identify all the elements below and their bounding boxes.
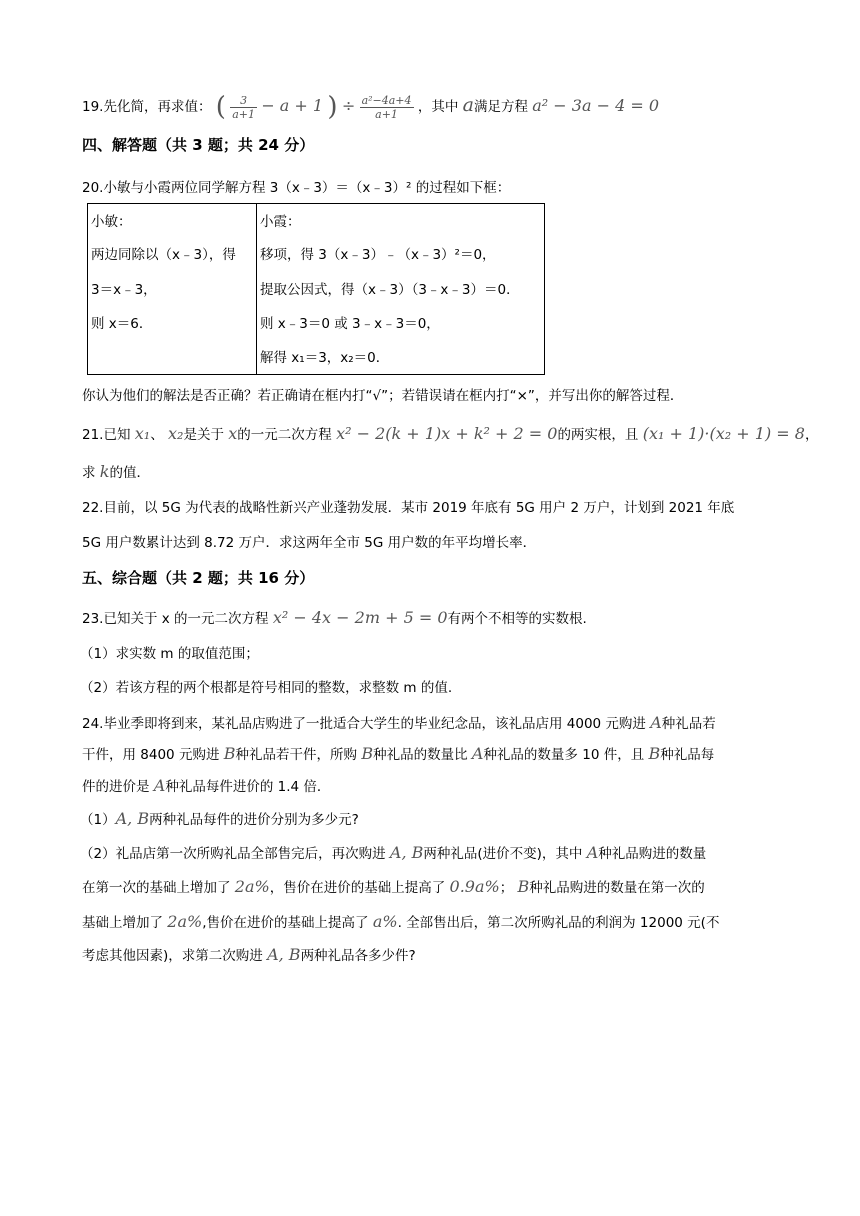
q20-solution-box (87, 203, 545, 375)
right-paren: ) (327, 92, 338, 122)
q21-line-2: 求 k的值． (82, 462, 150, 481)
q24-part-1: （1）A, B两种礼品每件的进价分别为多少元? (80, 809, 359, 828)
question-21: 21.已知 x₁、 x₂是关于 x的一元二次方程 x² − 2(k + 1)x + k² + 2 = 0的两实根，且 (x₁ + 1)·(x₂ + 1) = 8， (82, 424, 819, 443)
question-23: 23.已知关于 x 的一元二次方程 x² − 4x − 2m + 5 = 0有两个不相等的实数根. (82, 608, 587, 627)
q22-line-2: 5G 用户数累计达到 8.72 万户．求这两年全市 5G 用户数的年平均增长率． (82, 535, 537, 551)
q23-equation: x² − 4x − 2m + 5 = 0 (272, 608, 448, 627)
xiaoxia-step-4: 解得 x₁＝3，x₂＝0． (260, 350, 390, 366)
left-paren: ( (215, 92, 226, 122)
q24-part-2-line-3: 基础上增加了 2a%,售价在进价的基础上提高了 a%. 全部售出后，第二次所购礼品的利润为 12000 元(不 (82, 912, 720, 931)
fraction-a-squared: $\frac{\text{a²−4a+4}}{a+1}$ (361, 93, 412, 121)
xiaomin-label: 小敏： (91, 214, 132, 230)
q20-left-cell[interactable] (88, 204, 257, 375)
q19-comma-text: ，其中 (417, 99, 459, 115)
q24-part-2-line-1: （2）礼品店第一次所购礼品全部售完后，再次购进 A, B两种礼品(进价不变)，其中 A种礼品购进的数量 (80, 843, 707, 862)
q23-part-2: （2）若该方程的两个根都是符号相同的整数，求整数 m 的值. (80, 680, 453, 696)
q19-cond-text: 满足方程 (473, 99, 528, 115)
q21-condition: (x₁ + 1)·(x₂ + 1) = 8 (642, 424, 805, 443)
divide-sign: ÷ (341, 96, 356, 115)
xiaoxia-label: 小霞： (260, 214, 301, 230)
q24-line-2: 干件，用 8400 元购进 B种礼品若干件，所购 B种礼品的数量比 A种礼品的数量多 10 件，且 B种礼品每 (82, 744, 715, 763)
xiaomin-step-3: 则 x＝6． (91, 316, 153, 332)
q19-prefix: 19.先化简，再求值： (82, 99, 212, 115)
q19-equation: a² − 3a − 4 = 0 (532, 96, 660, 115)
question-19 (82, 92, 659, 121)
q23-part-1: （1）求实数 m 的取值范围； (80, 646, 259, 662)
xiaoxia-step-2: 提取公因式，得（x﹣3）（3﹣x﹣3）＝0． (260, 282, 520, 298)
xiaoxia-step-1: 移项，得 3（x﹣3）﹣（x﹣3）²＝0， (260, 247, 496, 263)
xiaoxia-step-3: 则 x﹣3＝0 或 3﹣x﹣3＝0， (260, 316, 440, 332)
q20-question: 你认为他们的解法是否正确？若正确请在框内打“√”；若错误请在框内打“×”，并写出你的解答过程． (82, 388, 684, 404)
q19-mid-expression: − a + 1 (261, 96, 324, 115)
q19-var-a: a (462, 94, 474, 116)
q24-part-2-line-2: 在第一次的基础上增加了 2a%，售价在进价的基础上提高了 0.9a%； B种礼品购进的数量在第一次的 (82, 877, 705, 896)
xiaomin-step-2: 3＝x﹣3， (91, 282, 157, 298)
q21-equation: x² − 2(k + 1)x + k² + 2 = 0 (336, 424, 558, 443)
section-4-heading: 四、解答题（共 3 题；共 24 分） (82, 136, 315, 154)
var-k: k (99, 462, 110, 481)
q24-part-2-line-4: 考虑其他因素)，求第二次购进 A, B两种礼品各多少件? (82, 945, 416, 964)
xiaomin-step-1: 两边同除以（x﹣3），得 (91, 247, 236, 263)
q24-line-3: 件的进价是 A种礼品每件进价的 1.4 倍． (82, 776, 331, 795)
q24-line-1: 24.毕业季即将到来，某礼品店购进了一批适合大学生的毕业纪念品，该礼品店用 4000 元购进 A种礼品若 (82, 713, 716, 732)
fraction-3-over-a-plus-1: $\frac{3}{a+1}$ (232, 93, 256, 121)
q22-line-1: 22.目前，以 5G 为代表的战略性新兴产业蓬勃发展．某市 2019 年底有 5G 用户 2 万户，计划到 2021 年底 (82, 500, 735, 516)
q20-right-cell[interactable] (257, 204, 545, 375)
section-5-heading: 五、综合题（共 2 题；共 16 分） (82, 569, 315, 587)
q20-intro: 20.小敏与小霞两位同学解方程 3（x﹣3）＝（x﹣3）² 的过程如下框： (82, 180, 511, 196)
